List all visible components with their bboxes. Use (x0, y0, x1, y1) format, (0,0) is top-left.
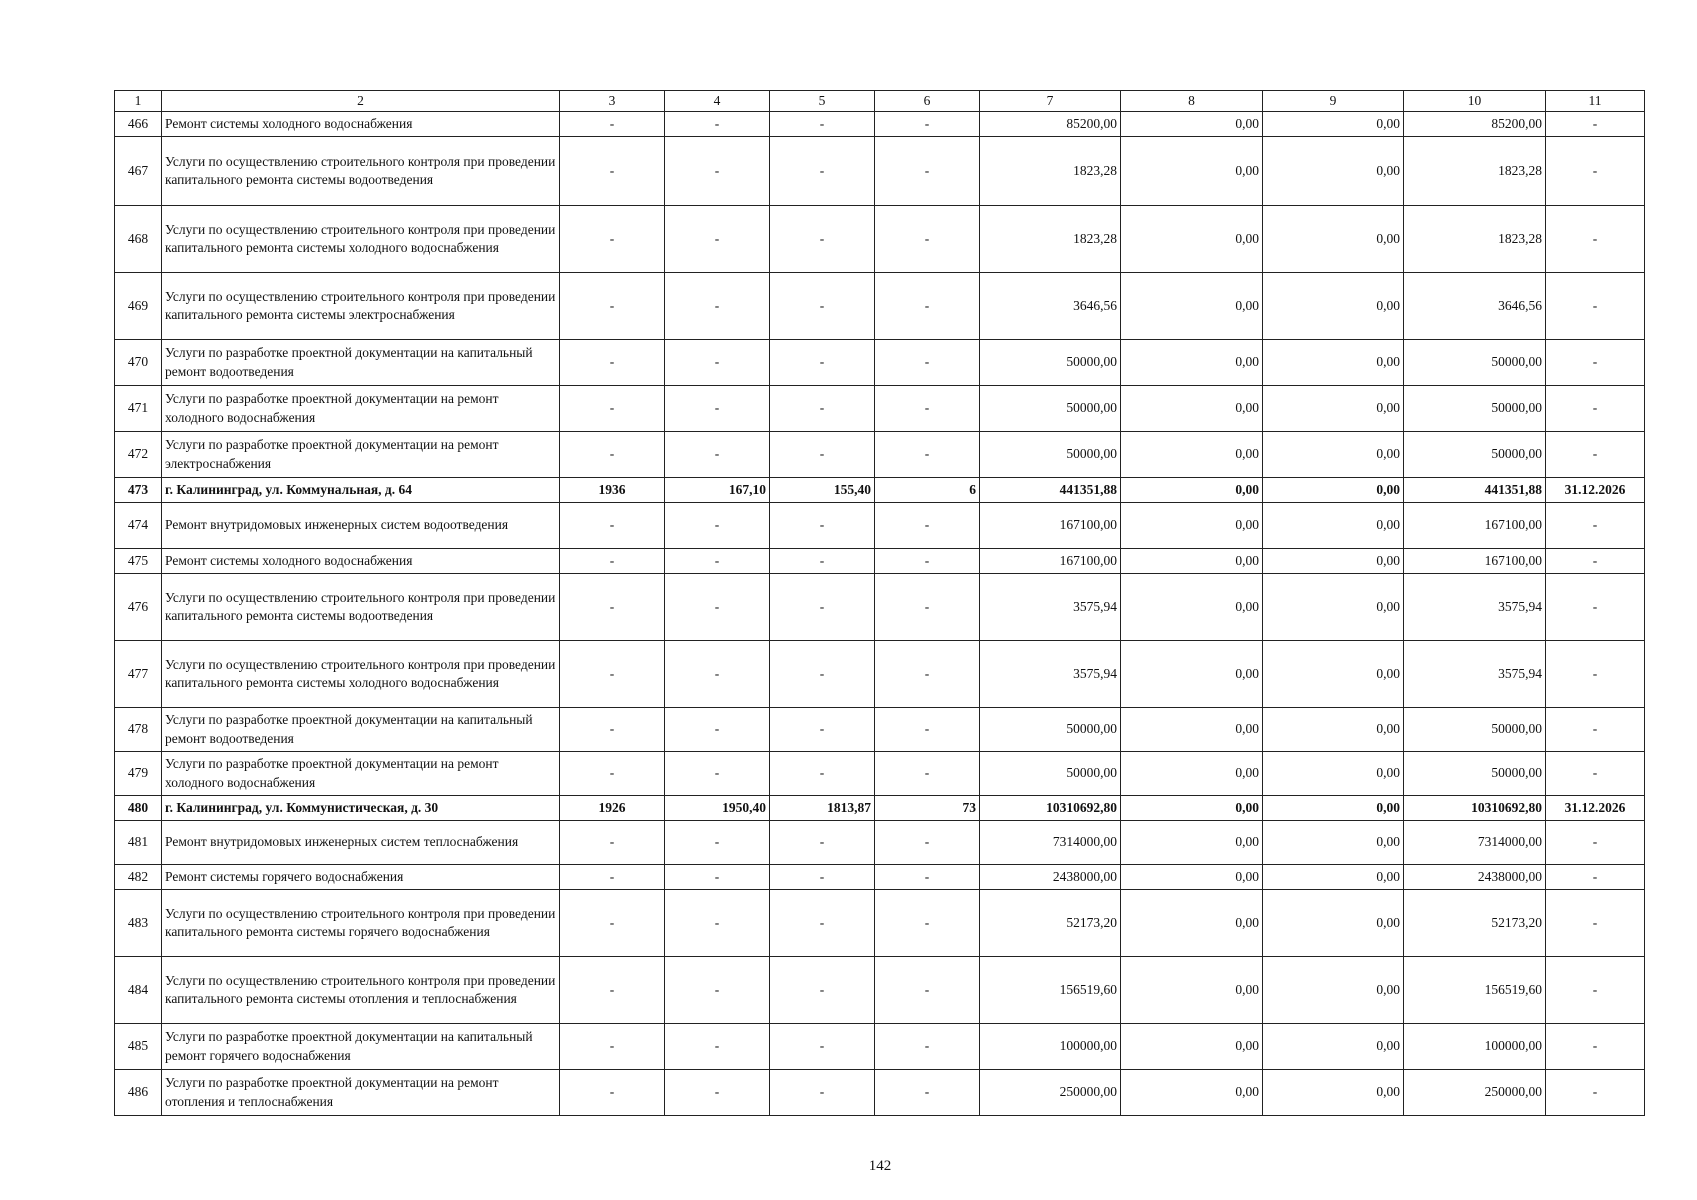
col-5-cell: - (770, 432, 875, 478)
col-11-cell: 31.12.2026 (1546, 478, 1645, 503)
col-6-cell: 6 (875, 478, 980, 503)
col-3-cell: 1936 (560, 478, 665, 503)
col-4-cell: - (665, 752, 770, 796)
col-9-cell: 0,00 (1263, 865, 1404, 890)
col-5-cell: 155,40 (770, 478, 875, 503)
col-4-cell: 167,10 (665, 478, 770, 503)
column-number-row (115, 91, 1645, 112)
col-5-cell: - (770, 708, 875, 752)
table-row (115, 386, 1645, 432)
col-3-cell: - (560, 957, 665, 1024)
col-5-cell: - (770, 206, 875, 273)
col-7-cell: 167100,00 (980, 549, 1121, 574)
col-9-cell: 0,00 (1263, 112, 1404, 137)
col-9-cell: 0,00 (1263, 478, 1404, 503)
col-9-cell: 0,00 (1263, 340, 1404, 386)
col-10-cell: 3575,94 (1404, 641, 1546, 708)
table-row (115, 752, 1645, 796)
col-4-cell: - (665, 273, 770, 340)
col-5-cell: - (770, 890, 875, 957)
col-7-cell: 50000,00 (980, 432, 1121, 478)
row-number-cell: 469 (115, 273, 162, 340)
col-9-cell: 0,00 (1263, 273, 1404, 340)
row-number-cell: 477 (115, 641, 162, 708)
col-10-cell: 50000,00 (1404, 432, 1546, 478)
col-9-cell: 0,00 (1263, 890, 1404, 957)
col-5-cell: - (770, 821, 875, 865)
col-10-cell: 167100,00 (1404, 503, 1546, 549)
col-4-cell: - (665, 137, 770, 206)
col-5-cell: - (770, 865, 875, 890)
column-header: 7 (980, 91, 1121, 112)
col-6-cell: - (875, 503, 980, 549)
col-5-cell: - (770, 957, 875, 1024)
col-6-cell: - (875, 1070, 980, 1116)
col-7-cell: 1823,28 (980, 206, 1121, 273)
col-8-cell: 0,00 (1121, 708, 1263, 752)
col-7-cell: 100000,00 (980, 1024, 1121, 1070)
col-9-cell: 0,00 (1263, 549, 1404, 574)
col-3-cell: - (560, 340, 665, 386)
row-number-cell: 475 (115, 549, 162, 574)
col-6-cell: - (875, 206, 980, 273)
col-4-cell: - (665, 890, 770, 957)
col-9-cell: 0,00 (1263, 1070, 1404, 1116)
table-row (115, 865, 1645, 890)
col-10-cell: 50000,00 (1404, 708, 1546, 752)
col-6-cell: - (875, 273, 980, 340)
col-11-cell: - (1546, 112, 1645, 137)
col-8-cell: 0,00 (1121, 549, 1263, 574)
col-3-cell: - (560, 386, 665, 432)
col-10-cell: 1823,28 (1404, 206, 1546, 273)
col-4-cell: - (665, 549, 770, 574)
col-7-cell: 156519,60 (980, 957, 1121, 1024)
col-11-cell: - (1546, 865, 1645, 890)
col-6-cell: - (875, 641, 980, 708)
col-5-cell: - (770, 641, 875, 708)
col-6-cell: - (875, 574, 980, 641)
col-3-cell: - (560, 574, 665, 641)
work-name-cell: г. Калининград, ул. Коммунальная, д. 64 (162, 478, 560, 503)
col-9-cell: 0,00 (1263, 641, 1404, 708)
col-4-cell: - (665, 865, 770, 890)
row-number-cell: 486 (115, 1070, 162, 1116)
col-7-cell: 52173,20 (980, 890, 1121, 957)
col-8-cell: 0,00 (1121, 503, 1263, 549)
col-6-cell: - (875, 432, 980, 478)
col-4-cell: - (665, 112, 770, 137)
column-header: 9 (1263, 91, 1404, 112)
col-11-cell: - (1546, 137, 1645, 206)
col-8-cell: 0,00 (1121, 432, 1263, 478)
col-11-cell: - (1546, 549, 1645, 574)
col-10-cell: 1823,28 (1404, 137, 1546, 206)
table-row (115, 574, 1645, 641)
row-number-cell: 474 (115, 503, 162, 549)
col-3-cell: - (560, 432, 665, 478)
row-number-cell: 472 (115, 432, 162, 478)
table-row (115, 340, 1645, 386)
row-number-cell: 481 (115, 821, 162, 865)
col-10-cell: 50000,00 (1404, 752, 1546, 796)
col-10-cell: 2438000,00 (1404, 865, 1546, 890)
row-number-cell: 478 (115, 708, 162, 752)
work-name-cell: г. Калининград, ул. Коммунистическая, д. 30 (162, 796, 560, 821)
column-header: 8 (1121, 91, 1263, 112)
col-6-cell: - (875, 890, 980, 957)
col-6-cell: - (875, 1024, 980, 1070)
col-7-cell: 3646,56 (980, 273, 1121, 340)
col-6-cell: - (875, 340, 980, 386)
row-number-cell: 467 (115, 137, 162, 206)
capital-repair-table (114, 90, 1645, 1116)
table-row (115, 503, 1645, 549)
col-5-cell: - (770, 503, 875, 549)
col-11-cell: - (1546, 752, 1645, 796)
col-10-cell: 10310692,80 (1404, 796, 1546, 821)
work-name-cell: Ремонт системы горячего водоснабжения (162, 865, 560, 890)
col-7-cell: 250000,00 (980, 1070, 1121, 1116)
col-5-cell: - (770, 112, 875, 137)
col-11-cell: - (1546, 957, 1645, 1024)
col-3-cell: - (560, 641, 665, 708)
row-number-cell: 484 (115, 957, 162, 1024)
col-8-cell: 0,00 (1121, 478, 1263, 503)
col-11-cell: - (1546, 890, 1645, 957)
col-11-cell: - (1546, 1070, 1645, 1116)
col-3-cell: - (560, 821, 665, 865)
row-number-cell: 482 (115, 865, 162, 890)
table-body (115, 112, 1645, 1116)
work-name-cell: Услуги по разработке проектной документации на ремонт электроснабжения (162, 432, 560, 478)
col-4-cell: - (665, 206, 770, 273)
work-name-cell: Услуги по разработке проектной документации на ремонт отопления и теплоснабжения (162, 1070, 560, 1116)
col-9-cell: 0,00 (1263, 1024, 1404, 1070)
row-number-cell: 485 (115, 1024, 162, 1070)
col-10-cell: 50000,00 (1404, 340, 1546, 386)
col-11-cell: - (1546, 503, 1645, 549)
col-8-cell: 0,00 (1121, 641, 1263, 708)
col-4-cell: - (665, 432, 770, 478)
col-4-cell: - (665, 641, 770, 708)
table-row (115, 137, 1645, 206)
col-9-cell: 0,00 (1263, 708, 1404, 752)
col-5-cell: - (770, 1070, 875, 1116)
col-9-cell: 0,00 (1263, 821, 1404, 865)
column-header: 11 (1546, 91, 1645, 112)
col-3-cell: - (560, 112, 665, 137)
col-5-cell: - (770, 340, 875, 386)
work-name-cell: Услуги по осуществлению строительного контроля при проведении капитального ремонта системы горячего водоснабжения (162, 890, 560, 957)
col-6-cell: 73 (875, 796, 980, 821)
col-7-cell: 85200,00 (980, 112, 1121, 137)
col-6-cell: - (875, 549, 980, 574)
col-11-cell: - (1546, 432, 1645, 478)
col-8-cell: 0,00 (1121, 574, 1263, 641)
col-6-cell: - (875, 112, 980, 137)
work-name-cell: Ремонт системы холодного водоснабжения (162, 549, 560, 574)
col-11-cell: - (1546, 386, 1645, 432)
col-9-cell: 0,00 (1263, 137, 1404, 206)
col-3-cell: - (560, 890, 665, 957)
col-3-cell: - (560, 549, 665, 574)
col-4-cell: - (665, 574, 770, 641)
col-10-cell: 441351,88 (1404, 478, 1546, 503)
table-row (115, 957, 1645, 1024)
work-name-cell: Услуги по осуществлению строительного контроля при проведении капитального ремонта системы электроснабжения (162, 273, 560, 340)
address-row (115, 478, 1645, 503)
col-11-cell: - (1546, 708, 1645, 752)
col-8-cell: 0,00 (1121, 1070, 1263, 1116)
row-number-cell: 470 (115, 340, 162, 386)
col-3-cell: - (560, 206, 665, 273)
col-5-cell: - (770, 1024, 875, 1070)
work-name-cell: Услуги по осуществлению строительного контроля при проведении капитального ремонта системы водоотведения (162, 574, 560, 641)
col-10-cell: 250000,00 (1404, 1070, 1546, 1116)
col-3-cell: 1926 (560, 796, 665, 821)
work-name-cell: Услуги по разработке проектной документации на ремонт холодного водоснабжения (162, 752, 560, 796)
col-10-cell: 50000,00 (1404, 386, 1546, 432)
column-header: 1 (115, 91, 162, 112)
row-number-cell: 471 (115, 386, 162, 432)
table-row (115, 112, 1645, 137)
col-7-cell: 2438000,00 (980, 865, 1121, 890)
column-header: 2 (162, 91, 560, 112)
col-9-cell: 0,00 (1263, 386, 1404, 432)
col-9-cell: 0,00 (1263, 432, 1404, 478)
col-9-cell: 0,00 (1263, 206, 1404, 273)
col-8-cell: 0,00 (1121, 206, 1263, 273)
col-6-cell: - (875, 865, 980, 890)
col-7-cell: 50000,00 (980, 752, 1121, 796)
col-10-cell: 85200,00 (1404, 112, 1546, 137)
col-6-cell: - (875, 386, 980, 432)
col-8-cell: 0,00 (1121, 890, 1263, 957)
table-row (115, 890, 1645, 957)
page-number: 142 (868, 1158, 892, 1174)
col-9-cell: 0,00 (1263, 574, 1404, 641)
col-8-cell: 0,00 (1121, 957, 1263, 1024)
work-name-cell: Ремонт системы холодного водоснабжения (162, 112, 560, 137)
col-4-cell: - (665, 1024, 770, 1070)
col-7-cell: 50000,00 (980, 708, 1121, 752)
table-row (115, 432, 1645, 478)
column-header: 4 (665, 91, 770, 112)
col-4-cell: - (665, 340, 770, 386)
col-7-cell: 50000,00 (980, 340, 1121, 386)
table-row (115, 206, 1645, 273)
col-11-cell: - (1546, 273, 1645, 340)
col-6-cell: - (875, 137, 980, 206)
col-8-cell: 0,00 (1121, 137, 1263, 206)
work-name-cell: Услуги по разработке проектной документации на капитальный ремонт водоотведения (162, 708, 560, 752)
col-7-cell: 7314000,00 (980, 821, 1121, 865)
col-8-cell: 0,00 (1121, 752, 1263, 796)
work-name-cell: Услуги по разработке проектной документации на капитальный ремонт горячего водоснабжения (162, 1024, 560, 1070)
col-4-cell: - (665, 708, 770, 752)
row-number-cell: 476 (115, 574, 162, 641)
col-9-cell: 0,00 (1263, 957, 1404, 1024)
col-5-cell: 1813,87 (770, 796, 875, 821)
col-4-cell: 1950,40 (665, 796, 770, 821)
col-8-cell: 0,00 (1121, 865, 1263, 890)
col-6-cell: - (875, 957, 980, 1024)
work-name-cell: Услуги по разработке проектной документации на ремонт холодного водоснабжения (162, 386, 560, 432)
col-3-cell: - (560, 865, 665, 890)
col-10-cell: 7314000,00 (1404, 821, 1546, 865)
col-11-cell: - (1546, 1024, 1645, 1070)
col-8-cell: 0,00 (1121, 386, 1263, 432)
col-4-cell: - (665, 503, 770, 549)
work-name-cell: Услуги по осуществлению строительного контроля при проведении капитального ремонта системы водоотведения (162, 137, 560, 206)
col-3-cell: - (560, 1070, 665, 1116)
col-10-cell: 167100,00 (1404, 549, 1546, 574)
col-3-cell: - (560, 752, 665, 796)
address-row (115, 796, 1645, 821)
col-7-cell: 50000,00 (980, 386, 1121, 432)
col-8-cell: 0,00 (1121, 1024, 1263, 1070)
col-3-cell: - (560, 708, 665, 752)
column-header: 6 (875, 91, 980, 112)
row-number-cell: 479 (115, 752, 162, 796)
col-5-cell: - (770, 752, 875, 796)
col-3-cell: - (560, 137, 665, 206)
col-7-cell: 3575,94 (980, 574, 1121, 641)
column-header: 3 (560, 91, 665, 112)
table-row (115, 1024, 1645, 1070)
col-9-cell: 0,00 (1263, 503, 1404, 549)
row-number-cell: 480 (115, 796, 162, 821)
col-5-cell: - (770, 549, 875, 574)
table-row (115, 708, 1645, 752)
col-3-cell: - (560, 273, 665, 340)
col-11-cell: 31.12.2026 (1546, 796, 1645, 821)
col-4-cell: - (665, 386, 770, 432)
work-name-cell: Ремонт внутридомовых инженерных систем водоотведения (162, 503, 560, 549)
table-row (115, 549, 1645, 574)
col-8-cell: 0,00 (1121, 821, 1263, 865)
row-number-cell: 483 (115, 890, 162, 957)
row-number-cell: 466 (115, 112, 162, 137)
col-3-cell: - (560, 503, 665, 549)
col-5-cell: - (770, 137, 875, 206)
col-4-cell: - (665, 1070, 770, 1116)
table-row (115, 1070, 1645, 1116)
col-7-cell: 441351,88 (980, 478, 1121, 503)
col-3-cell: - (560, 1024, 665, 1070)
col-10-cell: 3575,94 (1404, 574, 1546, 641)
col-8-cell: 0,00 (1121, 340, 1263, 386)
col-8-cell: 0,00 (1121, 796, 1263, 821)
col-8-cell: 0,00 (1121, 273, 1263, 340)
work-name-cell: Услуги по осуществлению строительного контроля при проведении капитального ремонта системы холодного водоснабжения (162, 206, 560, 273)
col-10-cell: 3646,56 (1404, 273, 1546, 340)
col-4-cell: - (665, 821, 770, 865)
table-row (115, 641, 1645, 708)
col-8-cell: 0,00 (1121, 112, 1263, 137)
col-9-cell: 0,00 (1263, 796, 1404, 821)
col-5-cell: - (770, 574, 875, 641)
col-5-cell: - (770, 386, 875, 432)
col-9-cell: 0,00 (1263, 752, 1404, 796)
work-name-cell: Ремонт внутридомовых инженерных систем теплоснабжения (162, 821, 560, 865)
row-number-cell: 468 (115, 206, 162, 273)
column-header: 10 (1404, 91, 1546, 112)
col-7-cell: 1823,28 (980, 137, 1121, 206)
col-6-cell: - (875, 752, 980, 796)
col-11-cell: - (1546, 206, 1645, 273)
col-6-cell: - (875, 821, 980, 865)
work-name-cell: Услуги по осуществлению строительного контроля при проведении капитального ремонта системы холодного водоснабжения (162, 641, 560, 708)
column-header: 5 (770, 91, 875, 112)
col-5-cell: - (770, 273, 875, 340)
col-11-cell: - (1546, 821, 1645, 865)
col-7-cell: 167100,00 (980, 503, 1121, 549)
col-11-cell: - (1546, 574, 1645, 641)
col-7-cell: 3575,94 (980, 641, 1121, 708)
col-7-cell: 10310692,80 (980, 796, 1121, 821)
col-11-cell: - (1546, 340, 1645, 386)
col-4-cell: - (665, 957, 770, 1024)
col-10-cell: 156519,60 (1404, 957, 1546, 1024)
row-number-cell: 473 (115, 478, 162, 503)
work-name-cell: Услуги по осуществлению строительного контроля при проведении капитального ремонта системы отопления и теплоснабжения (162, 957, 560, 1024)
table-row (115, 273, 1645, 340)
col-6-cell: - (875, 708, 980, 752)
work-name-cell: Услуги по разработке проектной документации на капитальный ремонт водоотведения (162, 340, 560, 386)
col-10-cell: 100000,00 (1404, 1024, 1546, 1070)
col-10-cell: 52173,20 (1404, 890, 1546, 957)
table-row (115, 821, 1645, 865)
col-11-cell: - (1546, 641, 1645, 708)
